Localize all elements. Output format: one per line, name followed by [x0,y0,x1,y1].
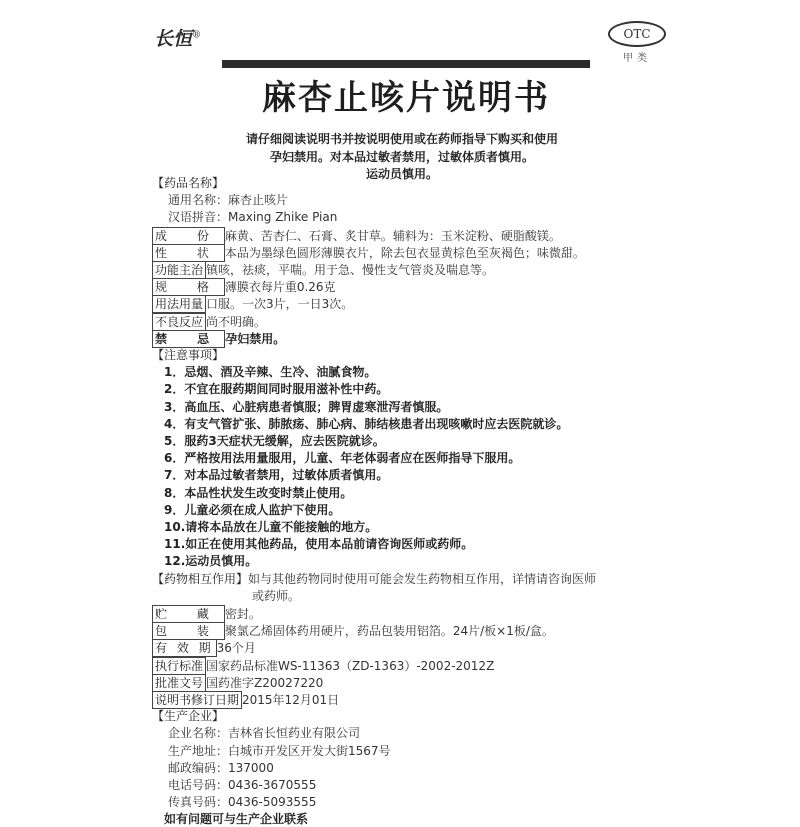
section-label: 不良反应 [152,313,206,331]
section-manufacturer [152,708,224,724]
generic-name-row: 通用名称：麻杏止咳片 [168,193,289,208]
leaflet [124,12,680,827]
otc-category: 甲类 [623,53,651,64]
section-label: 性 状 [152,244,225,262]
pinyin-row: 汉语拼音：Maxing Zhike Pian [168,210,338,225]
manufacturer-address: 白城市开发区开发大街1567号 [228,743,391,758]
interaction-continued: 或药师。 [252,588,301,603]
section-revision: 说明书修订日期 2015年12月01日 [152,691,339,709]
section-label: 【生产企业】 [152,709,225,724]
section-label: 贮 藏 [152,605,225,623]
section-approval: 批准文号 国药准字Z20027220 [152,674,323,692]
section-label: 执行标准 [152,657,206,675]
precaution-item: 5．服药3天症状无缓解，应去医院就诊。 [164,434,385,448]
section-composition: 成 份 麻黄、苦杏仁、石膏、炙甘草。辅料为：玉米淀粉、硬脂酸镁。 [152,227,561,245]
manufacturer-phone: 0436-3670555 [228,778,317,792]
precaution-item: 10.请将本品放在儿童不能接触的地方。 [164,520,378,534]
section-label: 有 效 期 [152,639,217,657]
precaution-item: 12.运动员慎用。 [164,554,258,569]
manufacturer-fax-row: 传真号码：0436-5093555 [168,795,317,810]
section-label: 【药物相互作用】 [152,571,249,586]
precaution-item: 4．有支气管扩张、肺脓疡、肺心病、肺结核患者出现咳嗽时应去医院就诊。 [164,416,569,431]
section-standard: 执行标准 国家药品标准WS-11363（ZD-1363）-2002-2012Z [152,657,494,675]
manufacturer-address-row: 生产地址：白城市开发区开发大街1567号 [168,743,391,758]
manufacturer-postcode: 137000 [228,760,274,775]
pinyin-name: Maxing Zhike Pian [228,210,338,225]
generic-name: 麻杏止咳片 [228,193,289,208]
section-label: 规 格 [152,278,225,296]
title-bar [222,60,590,68]
section-validity: 有 效 期 36个月 [152,639,256,657]
precaution-item: 2．不宜在服药期间同时服用滋补性中药。 [164,382,389,397]
footer-note: 如有问题可与生产企业联系 [164,812,309,827]
precaution-item: 3．高血压、心脏病患者慎服；脾胃虚寒泄泻者慎服。 [164,399,449,414]
warning-block [174,131,630,184]
precaution-item: 7．对本品过敏者禁用，过敏体质者慎用。 [164,468,389,483]
otc-badge [608,21,666,64]
manufacturer-postcode-row: 邮政编码：137000 [168,760,274,775]
section-dosage: 用法用量 口服。一次3片，一日3次。 [152,295,353,313]
manufacturer-name: 吉林省长恒药业有限公司 [228,726,361,741]
section-label: 用法用量 [152,295,206,313]
precaution-item: 11.如正在使用其他药品，使用本品前请咨询医师或药师。 [164,537,474,552]
section-label: 批准文号 [152,674,206,692]
section-interaction: 【药物相互作用】如与其他药物同时使用可能会发生药物相互作用，详情请咨询医师 [152,571,597,586]
precaution-item: 1．忌烟、酒及辛辣、生冷、油腻食物。 [164,365,377,380]
brand-logo: 长恒® [154,28,202,50]
manufacturer-fax: 0436-5093555 [228,795,317,810]
precaution-item: 9．儿童必须在成人监护下使用。 [164,502,341,517]
section-label: 禁 忌 [152,330,225,348]
section-package: 包 装 聚氯乙烯固体药用硬片，药品包装用铝箔。24片/板×1板/盒。 [152,622,554,640]
warning-line: 请仔细阅读说明书并按说明使用或在药师指导下购买和使用 [245,132,558,146]
page-title: 麻杏止咳片说明书 [262,78,550,118]
precaution-item: 6．严格按用法用量服用，儿童、年老体弱者应在医师指导下服用。 [164,451,521,466]
section-adverse: 不良反应 尚不明确。 [152,313,266,331]
manufacturer-name-row: 企业名称：吉林省长恒药业有限公司 [168,726,361,741]
section-indication: 功能主治 镇咳，祛痰，平喘。用于急、慢性支气管炎及喘息等。 [152,261,494,279]
section-contraindication: 禁 忌 孕妇禁用。 [152,330,285,348]
section-description: 性 状 本品为墨绿色圆形薄膜衣片，除去包衣显黄棕色至灰褐色；味微甜。 [152,244,585,262]
section-label: 【注意事项】 [152,348,225,362]
section-label: 功能主治 [152,261,206,279]
section-precautions [152,347,224,363]
warning-line: 运动员慎用。 [365,167,438,181]
manufacturer-phone-row: 电话号码：0436-3670555 [168,778,317,792]
section-label: 包 装 [152,622,225,640]
section-spec: 规 格 薄膜衣每片重0.26克 [152,278,336,296]
otc-label: OTC [608,21,666,47]
section-label: 说明书修订日期 [152,691,242,709]
section-label: 成 份 [152,227,225,245]
section-storage: 贮 藏 密封。 [152,605,261,623]
section-drug-name [152,175,224,191]
section-label: 【药品名称】 [152,176,225,190]
precaution-item: 8．本品性状发生改变时禁止使用。 [164,485,353,500]
warning-line: 孕妇禁用。对本品过敏者禁用，过敏体质者慎用。 [269,149,534,164]
